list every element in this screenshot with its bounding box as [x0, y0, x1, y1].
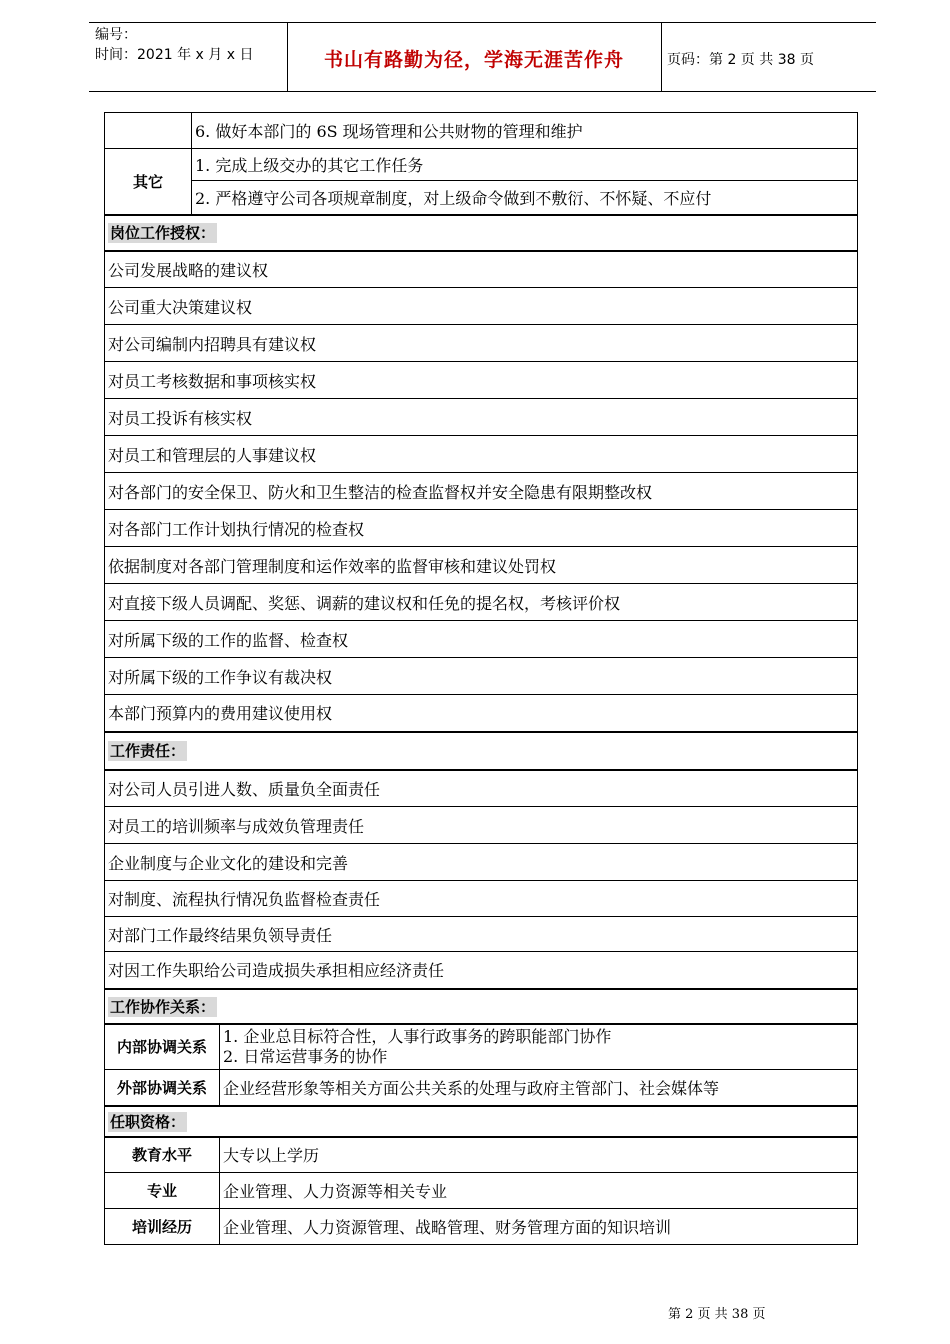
external-coordination-text: 企业经营形象等相关方面公共关系的处理与政府主管部门、社会媒体等 — [220, 1070, 858, 1106]
duty-row-blank-label — [105, 113, 192, 149]
authority-item: 对员工考核数据和事项核实权 — [105, 362, 858, 399]
internal-item: 2. 日常运营事务的协作 — [223, 1046, 388, 1066]
authority-item: 公司重大决策建议权 — [105, 288, 858, 325]
authority-item: 依据制度对各部门管理制度和运作效率的监督审核和建议处罚权 — [105, 547, 858, 584]
authority-item: 对所属下级的工作的监督、检查权 — [105, 621, 858, 658]
header-motto: 书山有路勤为径，学海无涯苦作舟 — [323, 49, 624, 71]
external-coordination-row — [105, 1070, 858, 1106]
page-header — [89, 22, 876, 92]
other-item-1: 1. 完成上级交办的其它工作任务 — [192, 149, 858, 181]
external-coordination-label: 外部协调关系 — [105, 1070, 220, 1106]
major-row — [105, 1173, 858, 1209]
authority-item: 对员工投诉有核实权 — [105, 399, 858, 436]
qualification-title: 任职资格： — [110, 1112, 186, 1131]
responsibility-item: 对因工作失职给公司造成损失承担相应经济责任 — [105, 952, 858, 989]
education-value: 大专以上学历 — [220, 1137, 858, 1173]
time-label: 时间：2021 年 x 月 x 日 — [95, 47, 254, 63]
major-value: 企业管理、人力资源等相关专业 — [220, 1173, 858, 1209]
authority-section-title — [105, 215, 858, 251]
other-row — [105, 181, 858, 215]
authority-item: 对所属下级的工作争议有裁决权 — [105, 658, 858, 695]
internal-coordination-row — [105, 1024, 858, 1070]
authority-item: 本部门预算内的费用建议使用权 — [105, 695, 858, 732]
section-row — [105, 989, 858, 1024]
header-meta — [95, 25, 253, 65]
responsibility-section-title — [105, 732, 858, 770]
internal-coordination-label: 内部协调关系 — [105, 1024, 220, 1070]
authority-item: 对各部门的安全保卫、防火和卫生整洁的检查监督权并安全隐患有限期整改权 — [105, 473, 858, 510]
duty-item-6: 6. 做好本部门的 6S 现场管理和公共财物的管理和维护 — [192, 113, 858, 149]
training-row — [105, 1209, 858, 1245]
education-label: 教育水平 — [105, 1137, 220, 1173]
authority-item: 公司发展战略的建议权 — [105, 251, 858, 288]
other-item-2: 2. 严格遵守公司各项规章制度，对上级命令做到不敷衍、不怀疑、不应付 — [192, 181, 858, 215]
training-value: 企业管理、人力资源管理、战略管理、财务管理方面的知识培训 — [220, 1209, 858, 1245]
job-description-table — [104, 112, 858, 1245]
responsibility-item: 对公司人员引进人数、质量负全面责任 — [105, 770, 858, 807]
training-label: 培训经历 — [105, 1209, 220, 1245]
cooperation-title: 工作协作关系： — [110, 997, 216, 1016]
responsibility-item: 企业制度与企业文化的建设和完善 — [105, 844, 858, 881]
major-label: 专业 — [105, 1173, 220, 1209]
authority-item: 对直接下级人员调配、奖惩、调薪的建议权和任免的提名权，考核评价权 — [105, 584, 858, 621]
responsibility-item: 对制度、流程执行情况负监督检查责任 — [105, 881, 858, 917]
duty-row — [105, 113, 858, 149]
other-row — [105, 149, 858, 181]
header-page-info: 页码：第 2 页 共 38 页 — [667, 52, 814, 68]
responsibility-title: 工作责任： — [110, 742, 186, 760]
authority-title: 岗位工作授权： — [110, 224, 216, 242]
section-row — [105, 215, 858, 251]
doc-number-label: 编号： — [95, 27, 137, 43]
section-row — [105, 1106, 858, 1137]
header-divider-right — [661, 23, 662, 91]
section-row — [105, 732, 858, 770]
authority-item: 对公司编制内招聘具有建议权 — [105, 325, 858, 362]
qualification-section-title — [105, 1106, 858, 1137]
internal-item: 1. 企业总目标符合性，人事行政事务的跨职能部门协作 — [223, 1026, 612, 1046]
responsibility-item: 对部门工作最终结果负领导责任 — [105, 917, 858, 952]
page-footer: 第 2 页 共 38 页 — [668, 1307, 766, 1322]
education-row — [105, 1137, 858, 1173]
cooperation-section-title — [105, 989, 858, 1024]
responsibility-item: 对员工的培训频率与成效负管理责任 — [105, 807, 858, 844]
other-label: 其它 — [105, 149, 192, 215]
internal-coordination-items — [220, 1024, 858, 1070]
authority-item: 对员工和管理层的人事建议权 — [105, 436, 858, 473]
authority-item: 对各部门工作计划执行情况的检查权 — [105, 510, 858, 547]
